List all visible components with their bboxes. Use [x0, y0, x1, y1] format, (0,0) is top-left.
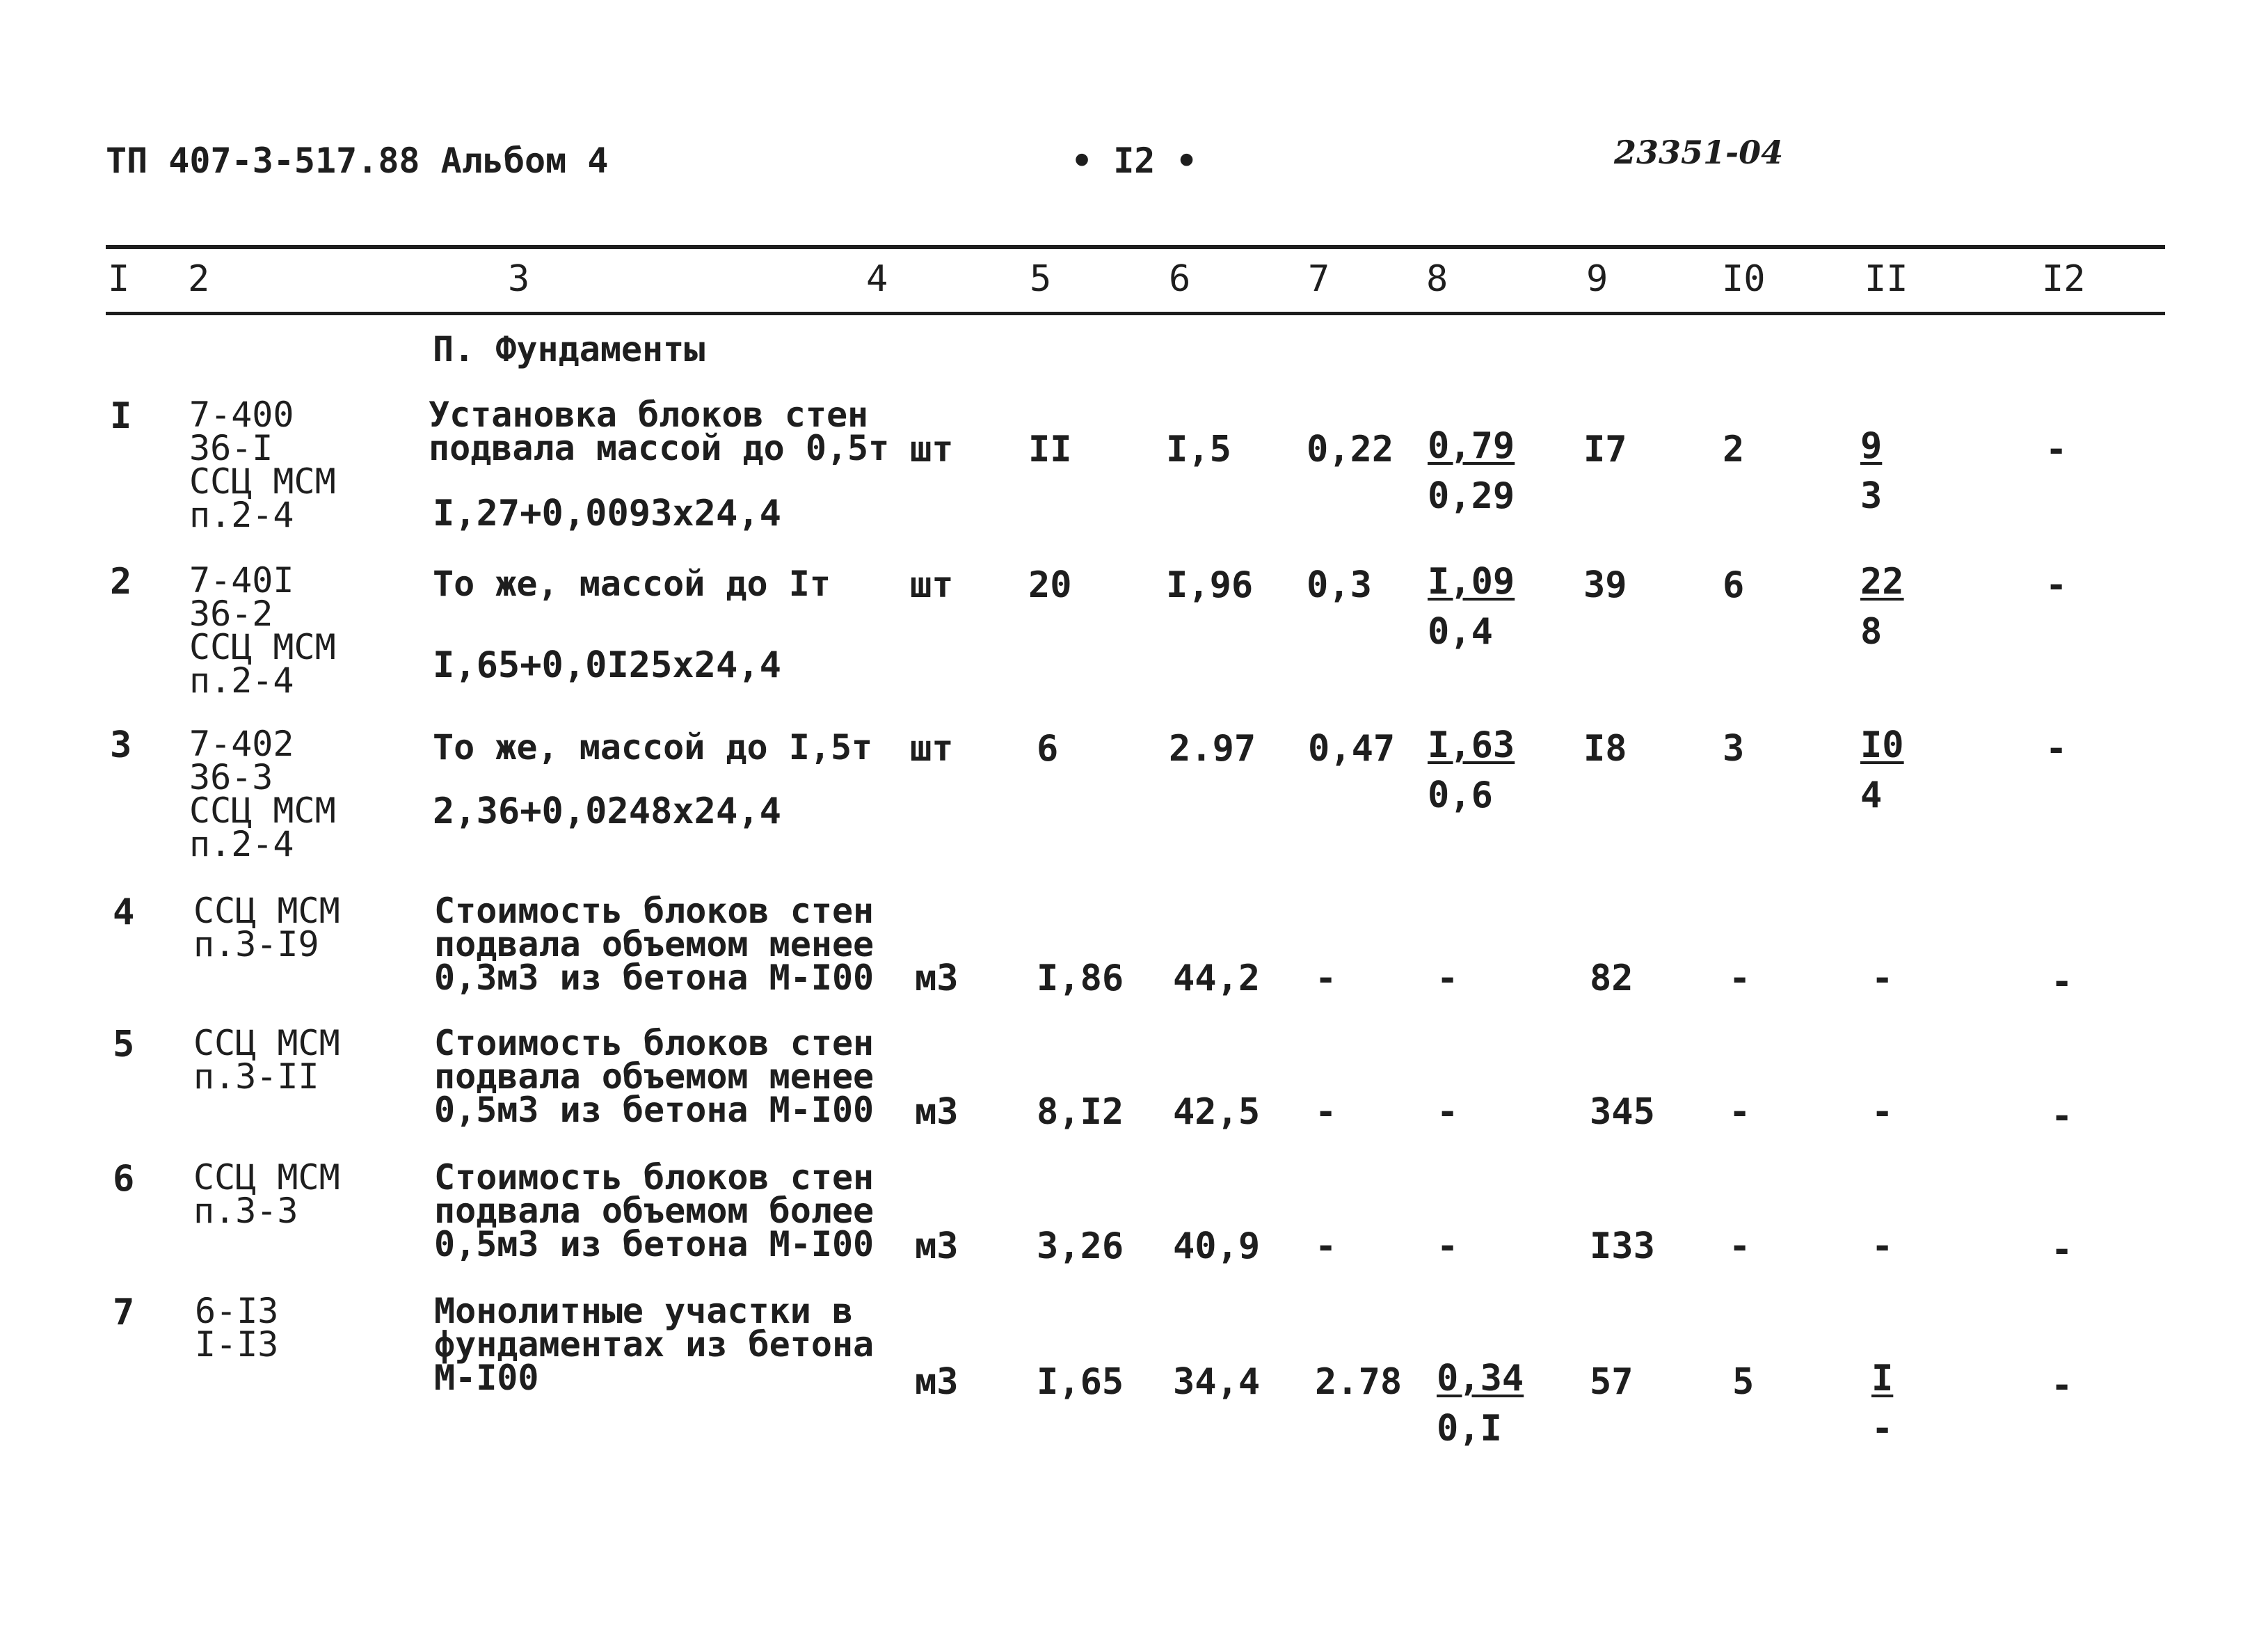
row-number: 3	[110, 724, 132, 766]
document-reference: ТП 407-3-517.88 Альбом 4	[106, 141, 609, 181]
row-number: 5	[113, 1024, 135, 1065]
cell-col10: -	[1729, 958, 1751, 999]
norm-reference: 6-I3 I-I3	[195, 1291, 279, 1365]
work-description: Стоимость блоков стен подвала объемом более 0,5м3 из бетона М-I00	[434, 1157, 875, 1264]
column-number: 3	[508, 258, 530, 300]
cell-col8-fraction: $\frac{I,63}{0,6}$	[1428, 724, 1515, 816]
cell-col8-fraction: $\frac{0,34}{0,I}$	[1437, 1358, 1524, 1450]
unit: м3	[915, 1225, 959, 1267]
formula: I,27+0,0093x24,4	[433, 493, 781, 534]
cell-col7: -	[1315, 1225, 1337, 1267]
unit: шт	[910, 564, 954, 606]
column-number: 6	[1169, 258, 1191, 300]
archive-number: 23351-04	[1614, 134, 1784, 171]
column-number: 8	[1426, 258, 1448, 300]
cell-col6: 42,5	[1173, 1091, 1261, 1133]
work-description: Стоимость блоков стен подвала объемом менее 0,5м3 из бетона М-I00	[434, 1023, 875, 1130]
cell-col5: 3,26	[1037, 1225, 1124, 1267]
unit: шт	[910, 429, 954, 470]
cell-col6: I,96	[1166, 564, 1254, 606]
cell-col8: -	[1437, 1225, 1459, 1267]
cell-col5: 20	[1028, 564, 1072, 606]
unit: м3	[915, 1091, 959, 1133]
norm-reference: 7-402 36-3 ССЦ МСМ п.2-4	[189, 724, 336, 864]
work-description: То же, массой до I,5т	[433, 727, 873, 768]
cell-col9: 39	[1583, 564, 1627, 606]
norm-reference: ССЦ МСМ п.3-I9	[193, 891, 340, 964]
row-number: I	[110, 395, 132, 437]
cell-col7: 0,47	[1308, 728, 1396, 770]
unit: м3	[915, 1361, 959, 1403]
cell-col10: -	[1729, 1225, 1751, 1267]
page-number: • I2 •	[1071, 141, 1197, 181]
column-number: II	[1864, 258, 1908, 300]
cell-col6: 44,2	[1173, 958, 1261, 999]
cell-col12: -	[2045, 429, 2068, 470]
norm-reference: ССЦ МСМ п.3-II	[193, 1023, 340, 1097]
cell-col12: -	[2045, 564, 2068, 606]
table-top-rule	[106, 245, 2165, 249]
cell-col11-fraction: $\frac{9}{3}$	[1860, 425, 1883, 517]
cell-col7: 0,3	[1307, 564, 1372, 606]
table-header-rule	[106, 312, 2165, 315]
work-description: То же, массой до Iт	[433, 564, 831, 604]
column-number: 2	[188, 258, 210, 300]
cell-col6: 40,9	[1173, 1225, 1261, 1267]
work-description: Монолитные участки в фундаментах из бетона М-I00	[434, 1291, 875, 1398]
cell-col5: 8,I2	[1037, 1091, 1124, 1133]
cell-col8: -	[1437, 1091, 1459, 1133]
norm-reference: 7-400 36-I ССЦ МСМ п.2-4	[189, 395, 336, 535]
cell-col11-fraction: $\frac{I0}{4}$	[1860, 724, 1904, 816]
work-description: Стоимость блоков стен подвала объемом менее 0,3м3 из бетона М-I00	[434, 891, 875, 998]
work-description: Установка блоков стен подвала массой до 0,5т	[429, 395, 890, 468]
cell-col12: -	[2051, 1365, 2073, 1406]
row-number: 2	[110, 561, 132, 603]
cell-col7: -	[1315, 1091, 1337, 1133]
cell-col12: -	[2051, 961, 2073, 1003]
norm-reference: ССЦ МСМ п.3-3	[193, 1157, 340, 1231]
cell-col10: 3	[1723, 728, 1745, 770]
row-number: 4	[113, 891, 135, 933]
unit: шт	[910, 728, 954, 770]
cell-col6: 2.97	[1169, 728, 1256, 770]
cell-col10: -	[1729, 1091, 1751, 1133]
column-number: 5	[1030, 258, 1052, 300]
cell-col11-fraction: I -	[1871, 1358, 1894, 1450]
norm-reference: 7-40I 36-2 ССЦ МСМ п.2-4	[189, 560, 336, 701]
cell-col5: II	[1028, 429, 1072, 470]
cell-col10: 5	[1732, 1361, 1755, 1403]
cell-col9: 82	[1590, 958, 1634, 999]
section-title: П. Фундаменты	[433, 329, 705, 370]
cell-col7: 0,22	[1307, 429, 1394, 470]
cell-col10: 2	[1723, 429, 1745, 470]
column-number: I	[108, 258, 130, 300]
cell-col12: -	[2045, 728, 2068, 770]
cell-col9: I33	[1590, 1225, 1655, 1267]
cell-col12: -	[2051, 1229, 2073, 1271]
cell-col10: 6	[1723, 564, 1745, 606]
cell-col5: I,86	[1037, 958, 1124, 999]
cell-col8-fraction: $\frac{0,79}{0,29}$	[1428, 425, 1515, 517]
row-number: 7	[113, 1292, 135, 1333]
column-number: 7	[1308, 258, 1330, 300]
cell-col6: 34,4	[1173, 1361, 1261, 1403]
cell-col9: 57	[1590, 1361, 1634, 1403]
cell-col7: 2.78	[1315, 1361, 1403, 1403]
row-number: 6	[113, 1158, 135, 1200]
unit: м3	[915, 958, 959, 999]
cell-col7: -	[1315, 958, 1337, 999]
cell-col11: -	[1871, 1225, 1894, 1267]
cell-col9: 345	[1590, 1091, 1655, 1133]
cell-col8-fraction: $\frac{I,09}{0,4}$	[1428, 561, 1515, 653]
cell-col5: I,65	[1037, 1361, 1124, 1403]
cell-col11: -	[1871, 1091, 1894, 1133]
cell-col5: 6	[1037, 728, 1059, 770]
cell-col6: I,5	[1166, 429, 1231, 470]
column-number: 4	[866, 258, 888, 300]
cell-col8: -	[1437, 958, 1459, 999]
formula: I,65+0,0I25x24,4	[433, 644, 781, 686]
column-number: I0	[1722, 258, 1766, 300]
column-number: 9	[1586, 258, 1608, 300]
cell-col9: I8	[1583, 728, 1627, 770]
cell-col11-fraction: $\frac{22}{8}$	[1860, 561, 1904, 653]
cell-col12: -	[2051, 1095, 2073, 1137]
cell-col11: -	[1871, 958, 1894, 999]
column-number: I2	[2042, 258, 2086, 300]
formula: 2,36+0,0248x24,4	[433, 791, 781, 832]
cell-col9: I7	[1583, 429, 1627, 470]
